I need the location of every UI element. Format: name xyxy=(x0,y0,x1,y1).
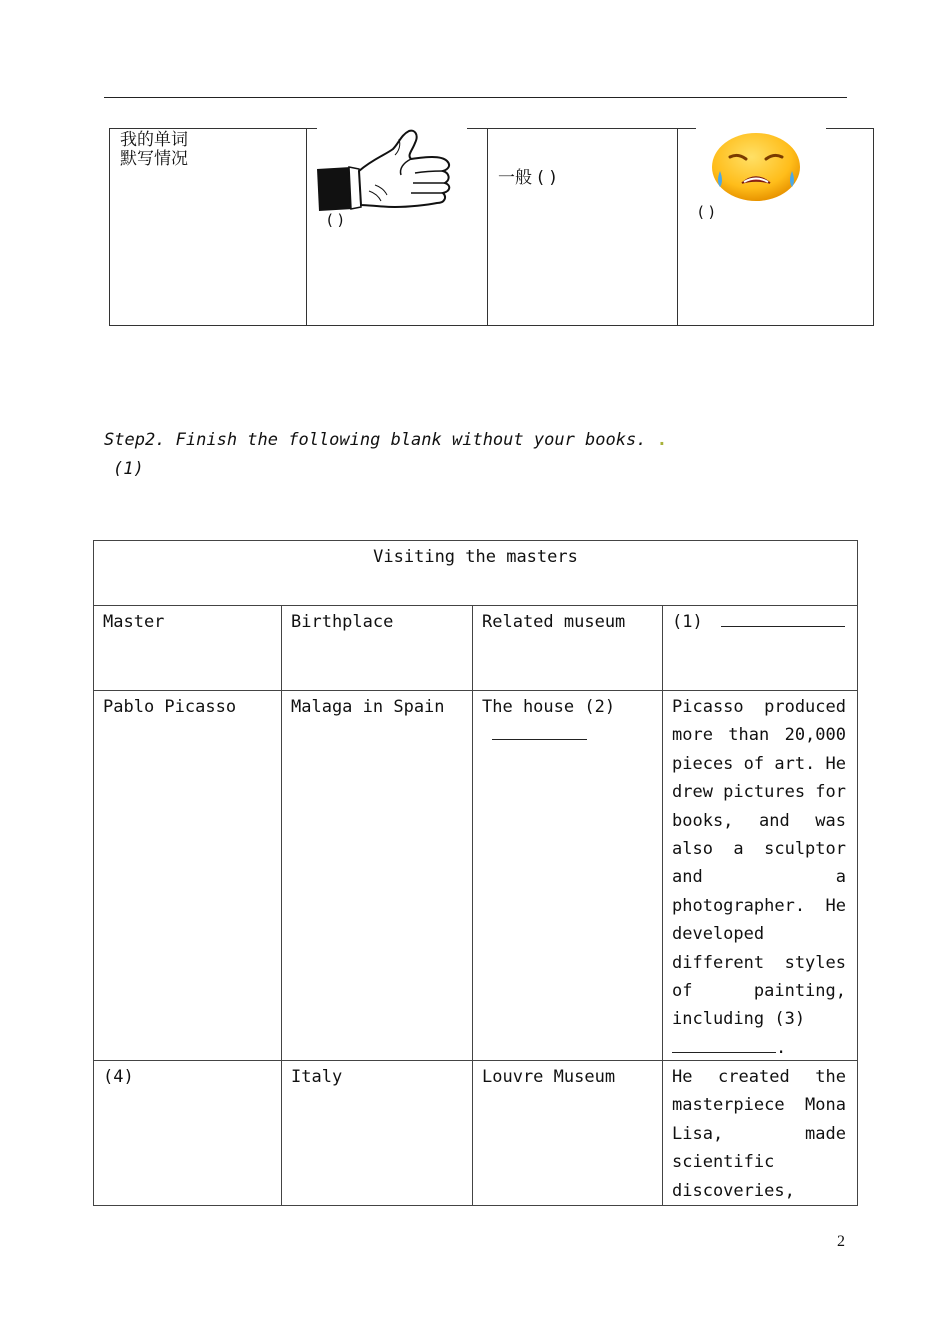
table-row-museum xyxy=(473,691,663,1061)
self-check-label-cell xyxy=(110,129,307,326)
description-end: . xyxy=(776,1037,787,1058)
step2-instruction xyxy=(104,430,667,450)
bad-rating-paren: ( ) xyxy=(698,203,715,221)
thumbs-up-hand-icon xyxy=(315,129,455,215)
blank-1-line[interactable] xyxy=(721,608,845,627)
table-row-master: Pablo Picasso xyxy=(94,691,282,1061)
table-title: Visiting the masters xyxy=(94,541,858,606)
step2-number: (1) xyxy=(113,459,144,479)
header-blank-1 xyxy=(663,606,858,691)
museum-text: The house (2) xyxy=(482,697,616,717)
blank-3-line[interactable] xyxy=(672,1034,776,1053)
general-rating-text: 一般 ( ) xyxy=(498,168,557,188)
blank-1-label: (1) xyxy=(672,612,703,632)
header-museum: Related museum xyxy=(473,606,663,691)
table-row-museum: Louvre Museum xyxy=(473,1061,663,1206)
description-text: Picasso produced more than 20,000 pieces of art. He drew pictures for books, and was also a sculptor and a photographer. He developed different styles of painting, including (3) xyxy=(672,697,846,1030)
blank-2-line[interactable] xyxy=(492,721,587,740)
self-check-label-line1: 我的单词 xyxy=(120,130,188,150)
table-row-birthplace: Malaga in Spain xyxy=(282,691,473,1061)
header-birthplace: Birthplace xyxy=(282,606,473,691)
header-rule xyxy=(104,97,847,98)
self-check-good-cell xyxy=(307,129,488,326)
self-check-table xyxy=(109,128,874,326)
self-check-bad-cell xyxy=(678,129,874,326)
masters-table xyxy=(93,540,858,1206)
page-number: 2 xyxy=(837,1233,845,1250)
self-check-label-line2: 默写情况 xyxy=(120,149,188,169)
step2-instruction-text: Step2. Finish the following blank without your books. xyxy=(104,430,647,450)
table-row-description xyxy=(663,1061,858,1206)
description-text: He created the masterpiece Mona Lisa, made scientific discoveries, xyxy=(672,1067,846,1201)
good-rating-paren: ( ) xyxy=(327,211,344,229)
step2-dot: . xyxy=(656,430,667,450)
table-row-description xyxy=(663,691,858,1061)
crying-face-icon xyxy=(708,131,804,203)
self-check-label xyxy=(120,131,188,169)
header-master: Master xyxy=(94,606,282,691)
table-row-birthplace: Italy xyxy=(282,1061,473,1206)
self-check-general-cell xyxy=(488,129,678,326)
table-row-master-blank-4[interactable]: (4) xyxy=(94,1061,282,1206)
